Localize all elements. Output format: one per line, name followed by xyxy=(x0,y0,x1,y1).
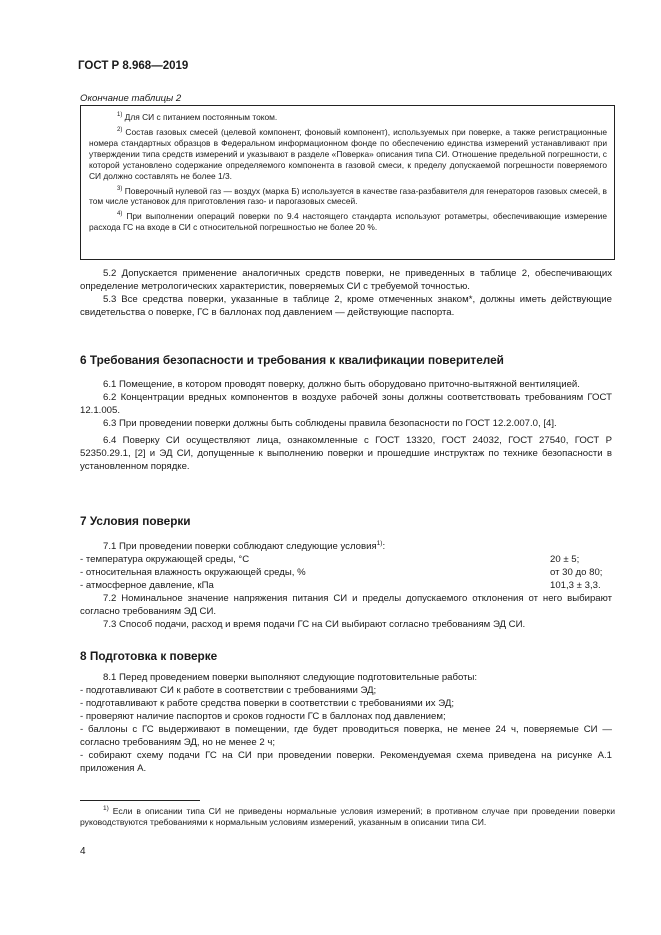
footnote-ref: 1) xyxy=(376,540,383,547)
condition-row xyxy=(80,566,612,579)
note-mark: 4) xyxy=(117,211,123,218)
paragraph-6-4: 6.4 Поверку СИ осуществляют лица, ознакомленные с ГОСТ 13320, ГОСТ 24032, ГОСТ 27540, ГОСТ Р 52350.29.1, [2] и ЭД СИ, допущенные к выполнению поверки и прошедшие инструктаж по технике безопасности в установленном порядке. xyxy=(80,435,612,472)
section-7-title: 7 Условия поверки xyxy=(80,514,191,528)
list-item: - подготавливают к работе средства поверки в соответствии с требованиями их ЭД; xyxy=(80,698,454,709)
table-note xyxy=(89,209,607,233)
paragraph-6-2: 6.2 Концентрации вредных компонентов в воздухе рабочей зоны должны соответствовать требованиям ГОСТ 12.1.005. xyxy=(80,392,612,416)
table-caption: Окончание таблицы 2 xyxy=(80,93,182,104)
table-note xyxy=(89,125,607,182)
table-notes-box xyxy=(80,105,615,260)
paragraph-7-1-text: 7.1 При проведении поверки соблюдают следующие условия xyxy=(103,541,377,553)
footnote-mark: 1) xyxy=(103,805,109,812)
section-6-title: 6 Требования безопасности и требования к квалификации поверителей xyxy=(80,353,504,367)
paragraph-5-2: 5.2 Допускается применение аналогичных средств поверки, не приведенных в таблице 2, обеспечивающих определение метрологических характеристик, поверяемых СИ с требуемой точностью. xyxy=(80,268,612,292)
note-mark: 1) xyxy=(117,112,123,118)
section-8-title: 8 Подготовка к поверке xyxy=(80,649,218,663)
paragraph-7-1 xyxy=(80,537,612,553)
list-item: - баллоны с ГС выдерживают в помещении, где будет проводиться поверка, не менее 24 ч, поверяемые СИ — согласно требованиям ЭД, но не менее 2 ч; xyxy=(80,724,612,748)
section-8-body xyxy=(80,671,612,775)
page-number: 4 xyxy=(80,846,86,857)
paragraph-8-1: 8.1 Перед проведением поверки выполняют следующие подготовительные работы: xyxy=(103,672,478,683)
section-5-paragraphs xyxy=(80,267,612,319)
condition-row xyxy=(80,553,612,566)
condition-row xyxy=(80,579,612,592)
note-text: Для СИ с питанием постоянным током. xyxy=(124,111,278,122)
section-7-body xyxy=(80,537,612,631)
condition-value: от 30 до 80; xyxy=(550,567,603,579)
note-mark: 2) xyxy=(117,126,123,133)
table-note xyxy=(89,110,607,123)
paragraph-6-1: 6.1 Помещение, в котором проводят поверку, должно быть оборудовано приточно-вытяжной вентиляцией. xyxy=(103,379,580,390)
section-7 xyxy=(80,514,612,528)
condition-value: 101,3 ± 3,3. xyxy=(550,580,601,592)
note-text: Поверочный нулевой газ — воздух (марка Б) используется в качестве газа-разбавителя для генераторов газовых смесей, в том числе установок для приготовления газо- и парогазовых смесей. xyxy=(89,185,608,207)
paragraph-7-1-end: : xyxy=(382,541,386,553)
condition-label: - атмосферное давление, кПа xyxy=(80,580,214,592)
paragraph-7-3: 7.3 Способ подачи, расход и время подачи ГС на СИ выбирают согласно требованиям ЭД СИ. xyxy=(103,619,526,631)
paragraph-5-3: 5.3 Все средства поверки, указанные в таблице 2, кроме отмеченных знаком*, должны иметь действующие свидетельства о поверке, ГС в баллонах под давлением — действующие паспорта. xyxy=(80,294,612,318)
table-note xyxy=(89,184,607,208)
paragraph-7-2: 7.2 Номинальное значение напряжения питания СИ и пределы допускаемого отклонения от него выбирают согласно требованиям ЭД СИ. xyxy=(80,593,612,618)
section-6-body xyxy=(80,378,612,473)
section-8 xyxy=(80,649,612,663)
paragraph-6-3: 6.3 При проведении поверки должны быть соблюдены правила безопасности по ГОСТ 12.2.007.0, [4]. xyxy=(103,418,557,429)
section-6 xyxy=(80,353,612,367)
note-text: При выполнении операций поверки по 9.4 настоящего стандарта используют ротаметры, обеспечивающие измерение расхода ГС на входе в СИ с относительной погрешностью не более 20 %. xyxy=(89,211,607,233)
footnote xyxy=(80,803,615,829)
footnote-text: Если в описании типа СИ не приведены нормальные условия измерений; в противном случае при проведении поверки руководствуются требованиями к нормальным условиям измерений, указанным в описании типа СИ. xyxy=(80,805,615,828)
list-item: - проверяют наличие паспортов и сроков годности ГС в баллонах под давлением; xyxy=(80,711,446,722)
condition-value: 20 ± 5; xyxy=(550,554,580,566)
note-mark: 3) xyxy=(117,185,123,192)
condition-label: - относительная влажность окружающей среды, % xyxy=(80,567,306,579)
document-header: ГОСТ Р 8.968—2019 xyxy=(78,60,189,72)
condition-label: - температура окружающей среды, °С xyxy=(80,554,250,566)
note-text: Состав газовых смесей (целевой компонент, фоновый компонент), используемых при поверке, а также регистрационные номера стандартных образцов в Федеральном информационном фонде по обеспечению единства измерений устанавливают при утверждении типа средств измерений и указывают в разделе «Поверка» описания типа СИ. Отношение предельной погрешности, с которой установлено содержание определяемого компонента в газовой смеси, к пределу допускаемой погрешности поверяемого СИ должно составлять не более 1/3. xyxy=(89,126,607,181)
list-item: - собирают схему подачи ГС на СИ при проведении поверки. Рекомендуемая схема приведена на рисунке А.1 приложения А. xyxy=(80,750,612,774)
list-item: - подготавливают СИ к работе в соответствии с требованиями ЭД; xyxy=(80,685,377,696)
footnote-divider xyxy=(80,800,200,801)
